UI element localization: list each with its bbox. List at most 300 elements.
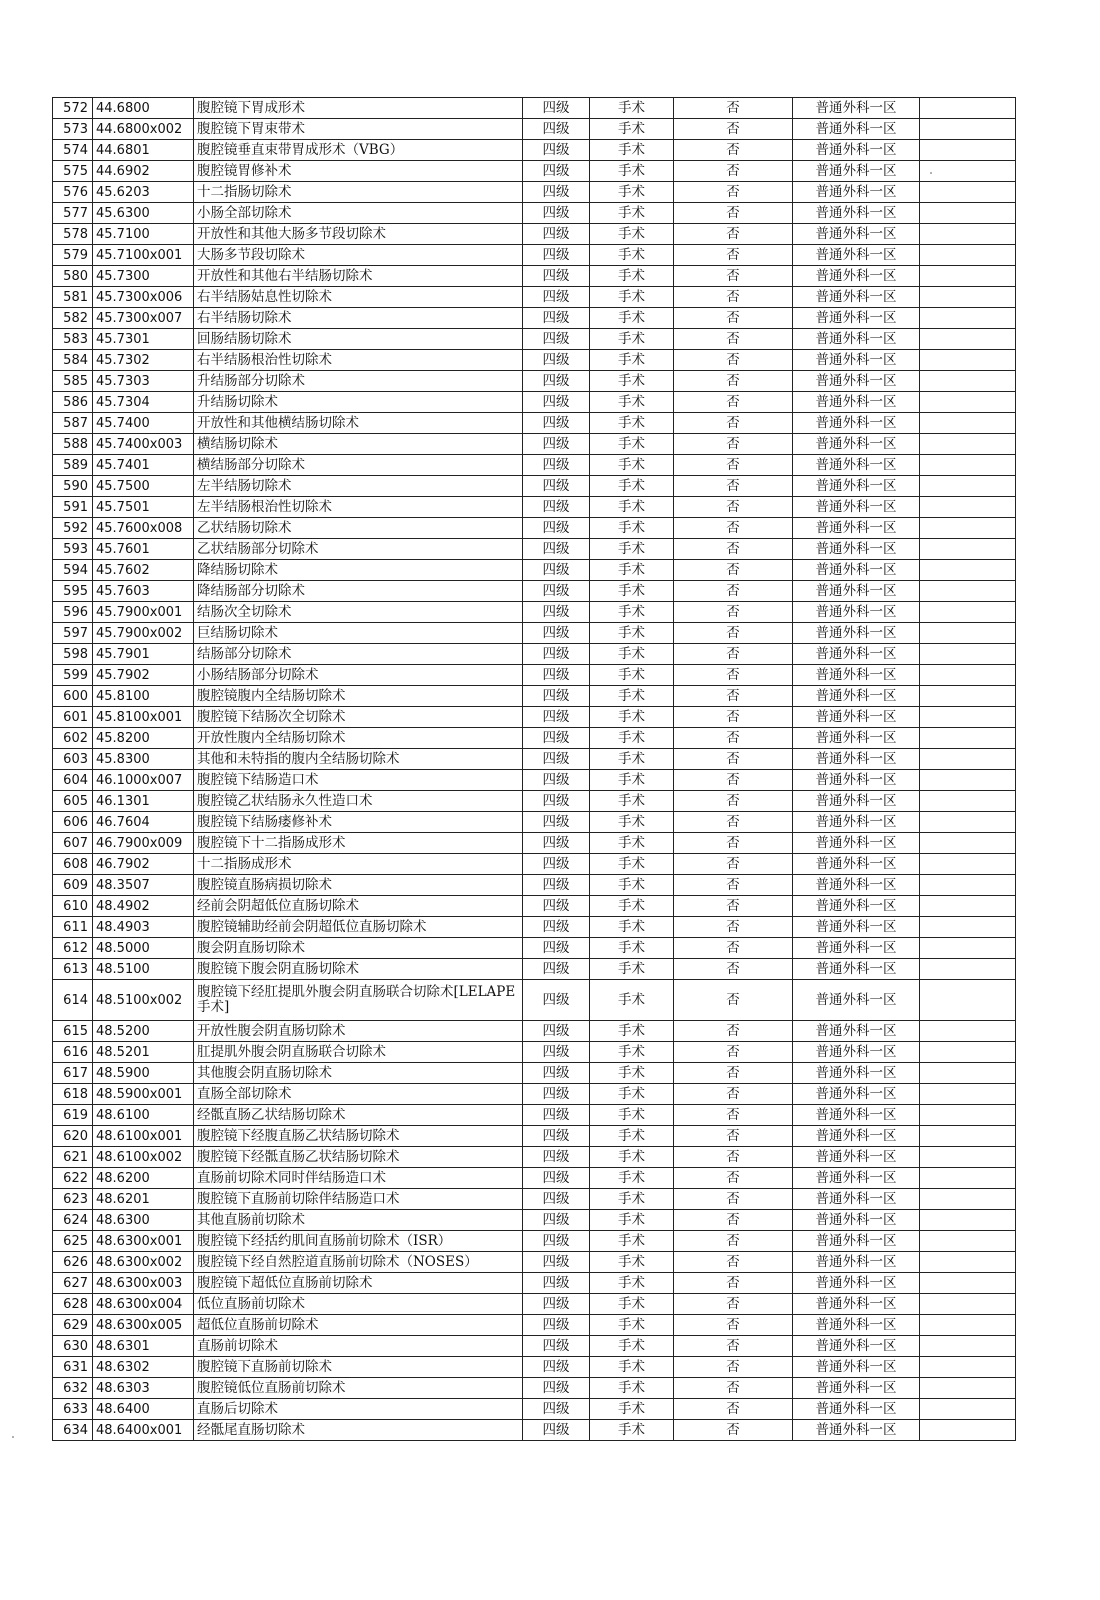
remarks-cell — [920, 497, 1016, 518]
table-row — [53, 350, 1016, 371]
department-cell: 普通外科一区 — [793, 833, 920, 854]
flag-cell: 否 — [674, 329, 793, 350]
row-number-cell: 576 — [53, 182, 93, 203]
procedure-name-cell: 腹腔镜下结肠造口术 — [194, 770, 523, 791]
category-cell: 手术 — [590, 1399, 674, 1420]
surgery-level-cell: 四级 — [523, 476, 590, 497]
procedure-code-cell: 45.7100x001 — [93, 245, 194, 266]
procedure-code-cell: 48.5900 — [93, 1063, 194, 1084]
category-cell: 手术 — [590, 1231, 674, 1252]
category-cell: 手术 — [590, 434, 674, 455]
table-row — [53, 497, 1016, 518]
table-row — [53, 413, 1016, 434]
procedure-name-cell: 巨结肠切除术 — [194, 623, 523, 644]
remarks-cell — [920, 833, 1016, 854]
department-cell: 普通外科一区 — [793, 266, 920, 287]
flag-cell: 否 — [674, 224, 793, 245]
procedure-code-cell: 45.7500 — [93, 476, 194, 497]
category-cell: 手术 — [590, 1273, 674, 1294]
department-cell: 普通外科一区 — [793, 896, 920, 917]
category-cell: 手术 — [590, 1336, 674, 1357]
procedure-code-cell: 45.8300 — [93, 749, 194, 770]
flag-cell: 否 — [674, 980, 793, 1021]
category-cell: 手术 — [590, 1294, 674, 1315]
remarks-cell — [920, 980, 1016, 1021]
category-cell: 手术 — [590, 1168, 674, 1189]
procedure-code-cell: 48.5201 — [93, 1042, 194, 1063]
flag-cell: 否 — [674, 854, 793, 875]
table-row — [53, 1336, 1016, 1357]
flag-cell: 否 — [674, 896, 793, 917]
department-cell: 普通外科一区 — [793, 1252, 920, 1273]
row-number-cell: 615 — [53, 1021, 93, 1042]
department-cell: 普通外科一区 — [793, 1105, 920, 1126]
flag-cell: 否 — [674, 581, 793, 602]
department-cell: 普通外科一区 — [793, 287, 920, 308]
department-cell: 普通外科一区 — [793, 1189, 920, 1210]
table-row — [53, 203, 1016, 224]
remarks-cell — [920, 350, 1016, 371]
procedure-code-cell: 48.5100x002 — [93, 980, 194, 1021]
surgery-level-cell: 四级 — [523, 1357, 590, 1378]
procedure-code-cell: 48.6300x002 — [93, 1252, 194, 1273]
surgery-level-cell: 四级 — [523, 665, 590, 686]
procedure-code-cell: 48.6100x001 — [93, 1126, 194, 1147]
department-cell: 普通外科一区 — [793, 560, 920, 581]
remarks-cell — [920, 917, 1016, 938]
remarks-cell — [920, 749, 1016, 770]
category-cell: 手术 — [590, 1147, 674, 1168]
table-row — [53, 1126, 1016, 1147]
flag-cell: 否 — [674, 203, 793, 224]
remarks-cell — [920, 539, 1016, 560]
department-cell: 普通外科一区 — [793, 1063, 920, 1084]
flag-cell: 否 — [674, 1210, 793, 1231]
row-number-cell: 575 — [53, 161, 93, 182]
remarks-cell — [920, 119, 1016, 140]
flag-cell: 否 — [674, 518, 793, 539]
procedure-name-cell: 左半结肠根治性切除术 — [194, 497, 523, 518]
department-cell: 普通外科一区 — [793, 371, 920, 392]
procedure-name-cell: 腹腔镜下经肛提肌外腹会阴直肠联合切除术[LELAPE手术] — [194, 980, 523, 1021]
row-number-cell: 589 — [53, 455, 93, 476]
procedure-code-cell: 48.6400x001 — [93, 1420, 194, 1441]
department-cell: 普通外科一区 — [793, 959, 920, 980]
category-cell: 手术 — [590, 560, 674, 581]
surgery-level-cell: 四级 — [523, 980, 590, 1021]
table-row — [53, 1420, 1016, 1441]
row-number-cell: 625 — [53, 1231, 93, 1252]
row-number-cell: 608 — [53, 854, 93, 875]
remarks-cell — [920, 644, 1016, 665]
row-number-cell: 620 — [53, 1126, 93, 1147]
row-number-cell: 585 — [53, 371, 93, 392]
procedure-code-cell: 45.7400 — [93, 413, 194, 434]
surgery-level-cell: 四级 — [523, 833, 590, 854]
surgery-level-cell: 四级 — [523, 854, 590, 875]
category-cell: 手术 — [590, 833, 674, 854]
procedure-name-cell: 腹腔镜直肠病损切除术 — [194, 875, 523, 896]
department-cell: 普通外科一区 — [793, 728, 920, 749]
surgery-level-cell: 四级 — [523, 329, 590, 350]
procedure-code-cell: 45.7900x001 — [93, 602, 194, 623]
procedure-name-cell: 结肠部分切除术 — [194, 644, 523, 665]
category-cell: 手术 — [590, 917, 674, 938]
row-number-cell: 616 — [53, 1042, 93, 1063]
category-cell: 手术 — [590, 350, 674, 371]
table-row — [53, 812, 1016, 833]
procedure-name-cell: 横结肠部分切除术 — [194, 455, 523, 476]
procedure-name-cell: 腹腔镜下直肠前切除伴结肠造口术 — [194, 1189, 523, 1210]
remarks-cell — [920, 665, 1016, 686]
row-number-cell: 597 — [53, 623, 93, 644]
flag-cell: 否 — [674, 1294, 793, 1315]
department-cell: 普通外科一区 — [793, 140, 920, 161]
procedure-code-cell: 48.4902 — [93, 896, 194, 917]
table-row — [53, 623, 1016, 644]
table-row — [53, 707, 1016, 728]
table-row — [53, 1252, 1016, 1273]
procedure-name-cell: 直肠后切除术 — [194, 1399, 523, 1420]
flag-cell: 否 — [674, 959, 793, 980]
remarks-cell — [920, 266, 1016, 287]
table-row — [53, 1105, 1016, 1126]
table-row — [53, 329, 1016, 350]
table-row — [53, 791, 1016, 812]
surgery-level-cell: 四级 — [523, 434, 590, 455]
category-cell: 手术 — [590, 539, 674, 560]
category-cell: 手术 — [590, 182, 674, 203]
procedure-code-cell: 45.7304 — [93, 392, 194, 413]
category-cell: 手术 — [590, 644, 674, 665]
department-cell: 普通外科一区 — [793, 245, 920, 266]
row-number-cell: 580 — [53, 266, 93, 287]
procedure-code-cell: 48.3507 — [93, 875, 194, 896]
category-cell: 手术 — [590, 287, 674, 308]
flag-cell: 否 — [674, 434, 793, 455]
department-cell: 普通外科一区 — [793, 1021, 920, 1042]
procedure-name-cell: 腹腔镜乙状结肠永久性造口术 — [194, 791, 523, 812]
procedure-code-cell: 48.5100 — [93, 959, 194, 980]
procedure-code-cell: 48.6300 — [93, 1210, 194, 1231]
flag-cell: 否 — [674, 161, 793, 182]
row-number-cell: 593 — [53, 539, 93, 560]
surgery-level-cell: 四级 — [523, 791, 590, 812]
flag-cell: 否 — [674, 1252, 793, 1273]
department-cell: 普通外科一区 — [793, 476, 920, 497]
procedure-code-cell: 45.7300x007 — [93, 308, 194, 329]
remarks-cell — [920, 224, 1016, 245]
surgery-level-cell: 四级 — [523, 455, 590, 476]
table-row — [53, 119, 1016, 140]
remarks-cell — [920, 1273, 1016, 1294]
remarks-cell — [920, 602, 1016, 623]
procedure-table-body — [53, 98, 1016, 1441]
row-number-cell: 627 — [53, 1273, 93, 1294]
category-cell: 手术 — [590, 707, 674, 728]
department-cell: 普通外科一区 — [793, 182, 920, 203]
row-number-cell: 590 — [53, 476, 93, 497]
row-number-cell: 591 — [53, 497, 93, 518]
row-number-cell: 631 — [53, 1357, 93, 1378]
surgery-level-cell: 四级 — [523, 119, 590, 140]
flag-cell: 否 — [674, 812, 793, 833]
remarks-cell — [920, 392, 1016, 413]
remarks-cell — [920, 245, 1016, 266]
table-row — [53, 1042, 1016, 1063]
procedure-code-cell: 45.7603 — [93, 581, 194, 602]
procedure-name-cell: 右半结肠切除术 — [194, 308, 523, 329]
surgery-level-cell: 四级 — [523, 1126, 590, 1147]
department-cell: 普通外科一区 — [793, 791, 920, 812]
procedure-name-cell: 回肠结肠切除术 — [194, 329, 523, 350]
remarks-cell — [920, 812, 1016, 833]
procedure-name-cell: 右半结肠姑息性切除术 — [194, 287, 523, 308]
flag-cell: 否 — [674, 1063, 793, 1084]
table-row — [53, 1084, 1016, 1105]
remarks-cell — [920, 1189, 1016, 1210]
remarks-cell — [920, 623, 1016, 644]
table-row — [53, 1273, 1016, 1294]
department-cell: 普通外科一区 — [793, 1084, 920, 1105]
surgery-level-cell: 四级 — [523, 1168, 590, 1189]
flag-cell: 否 — [674, 1168, 793, 1189]
category-cell: 手术 — [590, 1189, 674, 1210]
department-cell: 普通外科一区 — [793, 203, 920, 224]
table-row — [53, 1357, 1016, 1378]
remarks-cell — [920, 959, 1016, 980]
category-cell: 手术 — [590, 1252, 674, 1273]
remarks-cell — [920, 1336, 1016, 1357]
surgery-level-cell: 四级 — [523, 1336, 590, 1357]
flag-cell: 否 — [674, 245, 793, 266]
department-cell: 普通外科一区 — [793, 518, 920, 539]
category-cell: 手术 — [590, 1042, 674, 1063]
flag-cell: 否 — [674, 560, 793, 581]
row-number-cell: 573 — [53, 119, 93, 140]
row-number-cell: 619 — [53, 1105, 93, 1126]
table-row — [53, 518, 1016, 539]
row-number-cell: 607 — [53, 833, 93, 854]
procedure-code-cell: 48.6303 — [93, 1378, 194, 1399]
department-cell: 普通外科一区 — [793, 1420, 920, 1441]
row-number-cell: 594 — [53, 560, 93, 581]
department-cell: 普通外科一区 — [793, 1315, 920, 1336]
category-cell: 手术 — [590, 119, 674, 140]
department-cell: 普通外科一区 — [793, 581, 920, 602]
procedure-code-cell: 48.6302 — [93, 1357, 194, 1378]
remarks-cell — [920, 938, 1016, 959]
table-row — [53, 455, 1016, 476]
remarks-cell — [920, 1294, 1016, 1315]
surgery-level-cell: 四级 — [523, 371, 590, 392]
surgery-level-cell: 四级 — [523, 98, 590, 119]
surgery-level-cell: 四级 — [523, 602, 590, 623]
department-cell: 普通外科一区 — [793, 1378, 920, 1399]
flag-cell: 否 — [674, 644, 793, 665]
surgery-level-cell: 四级 — [523, 770, 590, 791]
department-cell: 普通外科一区 — [793, 854, 920, 875]
scan-speck — [930, 172, 932, 174]
surgery-level-cell: 四级 — [523, 224, 590, 245]
flag-cell: 否 — [674, 665, 793, 686]
category-cell: 手术 — [590, 224, 674, 245]
flag-cell: 否 — [674, 266, 793, 287]
category-cell: 手术 — [590, 581, 674, 602]
surgery-level-cell: 四级 — [523, 1042, 590, 1063]
category-cell: 手术 — [590, 266, 674, 287]
table-row — [53, 833, 1016, 854]
flag-cell: 否 — [674, 182, 793, 203]
procedure-code-cell: 48.4903 — [93, 917, 194, 938]
flag-cell: 否 — [674, 917, 793, 938]
row-number-cell: 602 — [53, 728, 93, 749]
row-number-cell: 617 — [53, 1063, 93, 1084]
department-cell: 普通外科一区 — [793, 812, 920, 833]
table-row — [53, 476, 1016, 497]
procedure-code-cell: 45.8200 — [93, 728, 194, 749]
flag-cell: 否 — [674, 308, 793, 329]
procedure-name-cell: 升结肠切除术 — [194, 392, 523, 413]
row-number-cell: 604 — [53, 770, 93, 791]
table-row — [53, 1210, 1016, 1231]
department-cell: 普通外科一区 — [793, 497, 920, 518]
surgery-level-cell: 四级 — [523, 539, 590, 560]
procedure-name-cell: 开放性腹会阴直肠切除术 — [194, 1021, 523, 1042]
surgery-level-cell: 四级 — [523, 518, 590, 539]
procedure-name-cell: 大肠多节段切除术 — [194, 245, 523, 266]
category-cell: 手术 — [590, 392, 674, 413]
flag-cell: 否 — [674, 1420, 793, 1441]
procedure-name-cell: 腹腔镜下经骶直肠乙状结肠切除术 — [194, 1147, 523, 1168]
department-cell: 普通外科一区 — [793, 1357, 920, 1378]
surgery-level-cell: 四级 — [523, 287, 590, 308]
procedure-name-cell: 腹腔镜下超低位直肠前切除术 — [194, 1273, 523, 1294]
table-row — [53, 770, 1016, 791]
procedure-name-cell: 腹腔镜下十二指肠成形术 — [194, 833, 523, 854]
procedure-name-cell: 腹腔镜下经括约肌间直肠前切除术（ISR） — [194, 1231, 523, 1252]
surgery-level-cell: 四级 — [523, 1252, 590, 1273]
remarks-cell — [920, 203, 1016, 224]
procedure-name-cell: 腹会阴直肠切除术 — [194, 938, 523, 959]
surgery-level-cell: 四级 — [523, 161, 590, 182]
procedure-name-cell: 其他腹会阴直肠切除术 — [194, 1063, 523, 1084]
procedure-code-cell: 45.7303 — [93, 371, 194, 392]
table-row — [53, 308, 1016, 329]
procedure-code-cell: 45.7901 — [93, 644, 194, 665]
procedure-code-cell: 44.6801 — [93, 140, 194, 161]
flag-cell: 否 — [674, 1021, 793, 1042]
procedure-name-cell: 直肠前切除术 — [194, 1336, 523, 1357]
flag-cell: 否 — [674, 497, 793, 518]
procedure-code-cell: 45.7301 — [93, 329, 194, 350]
row-number-cell: 595 — [53, 581, 93, 602]
department-cell: 普通外科一区 — [793, 980, 920, 1021]
procedure-code-cell: 45.7401 — [93, 455, 194, 476]
surgery-level-cell: 四级 — [523, 560, 590, 581]
category-cell: 手术 — [590, 938, 674, 959]
flag-cell: 否 — [674, 119, 793, 140]
category-cell: 手术 — [590, 98, 674, 119]
procedure-code-cell: 48.6100x002 — [93, 1147, 194, 1168]
procedure-name-cell: 小肠全部切除术 — [194, 203, 523, 224]
surgery-level-cell: 四级 — [523, 1189, 590, 1210]
department-cell: 普通外科一区 — [793, 1210, 920, 1231]
procedure-name-cell: 腹腔镜下经自然腔道直肠前切除术（NOSES） — [194, 1252, 523, 1273]
department-cell: 普通外科一区 — [793, 770, 920, 791]
category-cell: 手术 — [590, 497, 674, 518]
row-number-cell: 622 — [53, 1168, 93, 1189]
remarks-cell — [920, 896, 1016, 917]
surgery-level-cell: 四级 — [523, 182, 590, 203]
remarks-cell — [920, 1357, 1016, 1378]
table-row — [53, 980, 1016, 1021]
procedure-code-cell: 45.7300 — [93, 266, 194, 287]
procedure-name-cell: 小肠结肠部分切除术 — [194, 665, 523, 686]
department-cell: 普通外科一区 — [793, 875, 920, 896]
table-row — [53, 1063, 1016, 1084]
department-cell: 普通外科一区 — [793, 1168, 920, 1189]
flag-cell: 否 — [674, 602, 793, 623]
row-number-cell: 626 — [53, 1252, 93, 1273]
remarks-cell — [920, 1126, 1016, 1147]
procedure-code-cell: 48.6300x005 — [93, 1315, 194, 1336]
procedure-name-cell: 腹腔镜垂直束带胃成形术（VBG） — [194, 140, 523, 161]
surgery-level-cell: 四级 — [523, 203, 590, 224]
procedure-name-cell: 结肠次全切除术 — [194, 602, 523, 623]
category-cell: 手术 — [590, 1021, 674, 1042]
table-row — [53, 539, 1016, 560]
procedure-name-cell: 左半结肠切除术 — [194, 476, 523, 497]
department-cell: 普通外科一区 — [793, 413, 920, 434]
category-cell: 手术 — [590, 1084, 674, 1105]
department-cell: 普通外科一区 — [793, 1126, 920, 1147]
flag-cell: 否 — [674, 623, 793, 644]
procedure-name-cell: 开放性和其他右半结肠切除术 — [194, 266, 523, 287]
table-row — [53, 182, 1016, 203]
table-row — [53, 392, 1016, 413]
procedure-name-cell: 经骶直肠乙状结肠切除术 — [194, 1105, 523, 1126]
category-cell: 手术 — [590, 875, 674, 896]
row-number-cell: 618 — [53, 1084, 93, 1105]
procedure-code-cell: 45.8100x001 — [93, 707, 194, 728]
department-cell: 普通外科一区 — [793, 1336, 920, 1357]
row-number-cell: 612 — [53, 938, 93, 959]
table-row — [53, 1294, 1016, 1315]
department-cell: 普通外科一区 — [793, 623, 920, 644]
procedure-name-cell: 经前会阴超低位直肠切除术 — [194, 896, 523, 917]
remarks-cell — [920, 434, 1016, 455]
remarks-cell — [920, 728, 1016, 749]
procedure-code-cell: 44.6800 — [93, 98, 194, 119]
department-cell: 普通外科一区 — [793, 161, 920, 182]
surgery-level-cell: 四级 — [523, 1294, 590, 1315]
procedure-code-cell: 48.6100 — [93, 1105, 194, 1126]
table-row — [53, 98, 1016, 119]
table-row — [53, 602, 1016, 623]
table-row — [53, 1399, 1016, 1420]
surgery-level-cell: 四级 — [523, 728, 590, 749]
scan-speck — [12, 1436, 14, 1438]
department-cell: 普通外科一区 — [793, 644, 920, 665]
category-cell: 手术 — [590, 1105, 674, 1126]
table-row — [53, 896, 1016, 917]
row-number-cell: 582 — [53, 308, 93, 329]
flag-cell: 否 — [674, 539, 793, 560]
surgery-level-cell: 四级 — [523, 266, 590, 287]
flag-cell: 否 — [674, 770, 793, 791]
category-cell: 手术 — [590, 1210, 674, 1231]
